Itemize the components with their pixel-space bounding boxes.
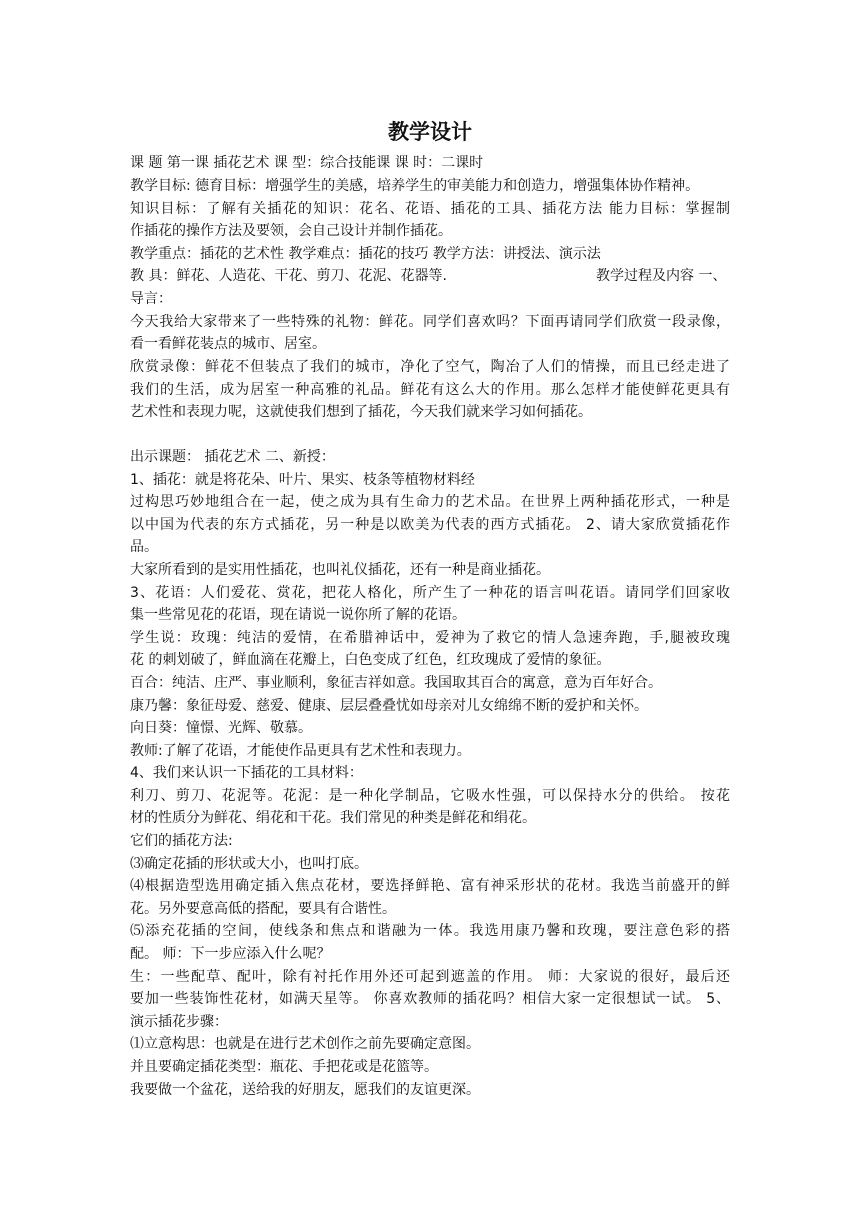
text-line: 生：一些配草、配叶，除有衬托作用外还可起到遮盖的作用。 师：大家说的很好，最后还 [130, 969, 730, 985]
text-line: 利刀、剪刀、花泥等。花泥：是一种化学制品，它吸水性强，可以保持水分的供给。 按花 [130, 788, 730, 804]
text-line: 我们的生活，成为居室一种高雅的礼品。鲜花有这么大的作用。那么怎样才能使鲜花更具有 [130, 382, 730, 398]
text-line: 4、我们来认识一下插花的工具材料： [130, 765, 363, 781]
text-line: 大家所看到的是实用性插花，也叫礼仪插花，还有一种是商业插花。 [130, 562, 550, 578]
text-line: 花。另外要意高低的搭配，要具有合谐性。 [130, 901, 396, 917]
text-line: 艺术性和表现力呢，这就使我们想到了插花，今天我们就来学习如何插花。 [130, 404, 592, 420]
text-line: 教师:了解了花语，才能使作品更具有艺术性和表现力。 [130, 743, 471, 759]
text-line: ⑴立意构思：也就是在进行艺术创作之前先要确定意图。 [130, 1036, 480, 1052]
text-line: 品。 [130, 539, 158, 555]
text-line: 1、插花：就是将花朵、叶片、果实、枝条等植物材料经 [130, 472, 475, 488]
text-line: 它们的插花方法: [130, 833, 233, 849]
text-line: 教学目标: 德育目标：增强学生的美感，培养学生的审美能力和创造力，增强集体协作精神。 [130, 178, 700, 194]
text-line: 欣赏录像：鲜花不但装点了我们的城市，净化了空气，陶冶了人们的情操，而且已经走进了 [130, 359, 730, 375]
text-line: 并且要确定插花类型：瓶花、手把花或是花篮等。 [130, 1059, 438, 1075]
text-line: 作插花的操作方法及要领，会自己设计并制作插花。 [130, 223, 452, 239]
text-line: 康乃馨：象征母爱、慈爱、健康、层层叠叠忧如母亲对儿女绵绵不断的爱护和关怀。 [130, 698, 648, 714]
text-line: 花 的刺划破了，鲜血滴在花瓣上，白色变成了红色，红玫瑰成了爱情的象征。 [130, 652, 611, 668]
section-heading-fragment: 教学过程及内容 一、 [596, 268, 727, 284]
text-line: 课 题 第一课 插花艺术 课 型：综合技能课 课 时：二课时 [130, 155, 484, 171]
text-line: 教 具：鲜花、人造花、干花、剪刀、花泥、花器等. [130, 268, 447, 284]
text-line: 教学重点：插花的艺术性 教学难点：插花的技巧 教学方法：讲授法、演示法 [130, 246, 601, 262]
text-line: 向日葵：憧憬、光辉、敬慕。 [130, 720, 312, 736]
text-line: 3、花语：人们爱花、赏花，把花人格化，所产生了一种花的语言叫花语。请同学们回家收 [130, 585, 730, 601]
text-line: 我要做一个盆花，送给我的好朋友，愿我们的友谊更深。 [130, 1082, 480, 1098]
text-line: 导言： [130, 291, 172, 307]
text-line: 今天我给大家带来了一些特殊的礼物：鲜花。同学们喜欢吗？下面再请同学们欣赏一段录像， [130, 314, 730, 330]
text-line: 出示课题： 插花艺术 二、新授： [130, 449, 335, 465]
text-line: 过构思巧妙地组合在一起，使之成为具有生命力的艺术品。在世界上两种插花形式，一种是 [130, 494, 730, 510]
text-line: 演示插花步骤： [130, 1014, 228, 1030]
text-line: 要加一些装饰性花材，如满天星等。 你喜欢教师的插花吗？相信大家一定很想试一试。 5、 [130, 991, 730, 1007]
text-line: ⑶确定花插的形状或大小，也叫打底。 [130, 856, 368, 872]
text-line: 学生说：玫瑰：纯洁的爱情，在希腊神话中，爱神为了救它的情人急速奔跑，手,腿被玫瑰 [130, 630, 730, 646]
text-line: 材的性质分为鲜花、绢花和干花。我们常见的种类是鲜花和绢花。 [130, 810, 536, 826]
text-line: 看一看鲜花装点的城市、居室。 [130, 336, 326, 352]
text-line: 以中国为代表的东方式插花，另一种是以欧美为代表的西方式插花。 2、请大家欣赏插花作 [130, 517, 730, 533]
page-title: 教学设计 [388, 120, 472, 144]
text-line: 配。 师：下一步应添入什么呢？ [130, 946, 331, 962]
text-line: 知识目标：了解有关插花的知识：花名、花语、插花的工具、插花方法 能力目标：掌握制 [130, 201, 730, 217]
text-line: 百合：纯洁、庄严、事业顺利，象征吉祥如意。我国取其百合的寓意，意为百年好合。 [130, 675, 662, 691]
text-line: 集一些常见花的花语，现在请说一说你所了解的花语。 [130, 607, 466, 623]
text-line: ⑷根据造型选用确定插入焦点花材，要选择鲜艳、富有神采形状的花材。我选当前盛开的鲜 [130, 878, 730, 894]
text-line: ⑸添充花插的空间，使线条和焦点和谐融为一体。我选用康乃馨和玫瑰，要注意色彩的搭 [130, 923, 730, 939]
